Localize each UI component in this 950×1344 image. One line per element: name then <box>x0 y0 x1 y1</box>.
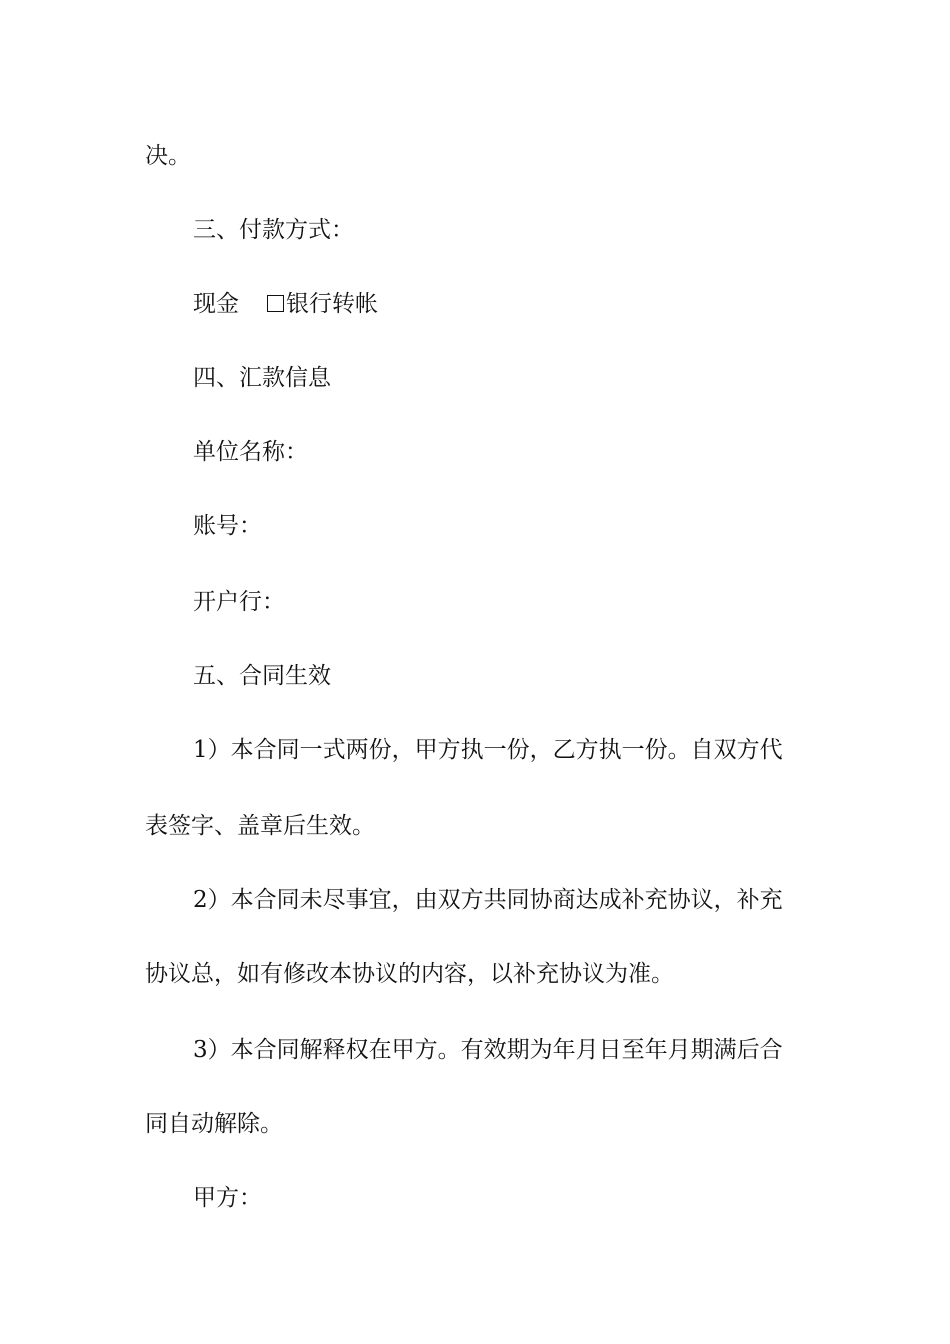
clause-3-line-2: 同自动解除。 <box>145 1111 283 1137</box>
account-label: 账号： <box>193 513 262 539</box>
party-a-label: 甲方： <box>193 1185 262 1211</box>
unit-name-label: 单位名称： <box>193 439 308 465</box>
continuation-text: 决。 <box>145 143 191 169</box>
bank-transfer-label: 银行转帐 <box>286 291 378 317</box>
clause-1-line-2: 表签字、盖章后生效。 <box>145 813 375 839</box>
section-5-heading: 五、合同生效 <box>193 663 331 689</box>
section-3-heading: 三、付款方式： <box>193 217 354 243</box>
checkbox-icon[interactable] <box>267 295 284 312</box>
payment-option-cash: 现金 <box>193 291 239 317</box>
clause-3-line-1: 3）本合同解释权在甲方。有效期为年月日至年月期满后合 <box>193 1037 783 1063</box>
bank-branch-label: 开户行： <box>193 589 285 615</box>
clause-1-line-1: 1）本合同一式两份，甲方执一份，乙方执一份。自双方代 <box>193 737 783 763</box>
clause-2-line-2: 协议总，如有修改本协议的内容，以补充协议为准。 <box>145 961 674 987</box>
section-4-heading: 四、汇款信息 <box>193 365 331 391</box>
clause-2-line-1: 2）本合同未尽事宜，由双方共同协商达成补充协议，补充 <box>193 887 783 913</box>
payment-option-bank-transfer <box>267 289 378 319</box>
payment-options <box>193 289 378 319</box>
